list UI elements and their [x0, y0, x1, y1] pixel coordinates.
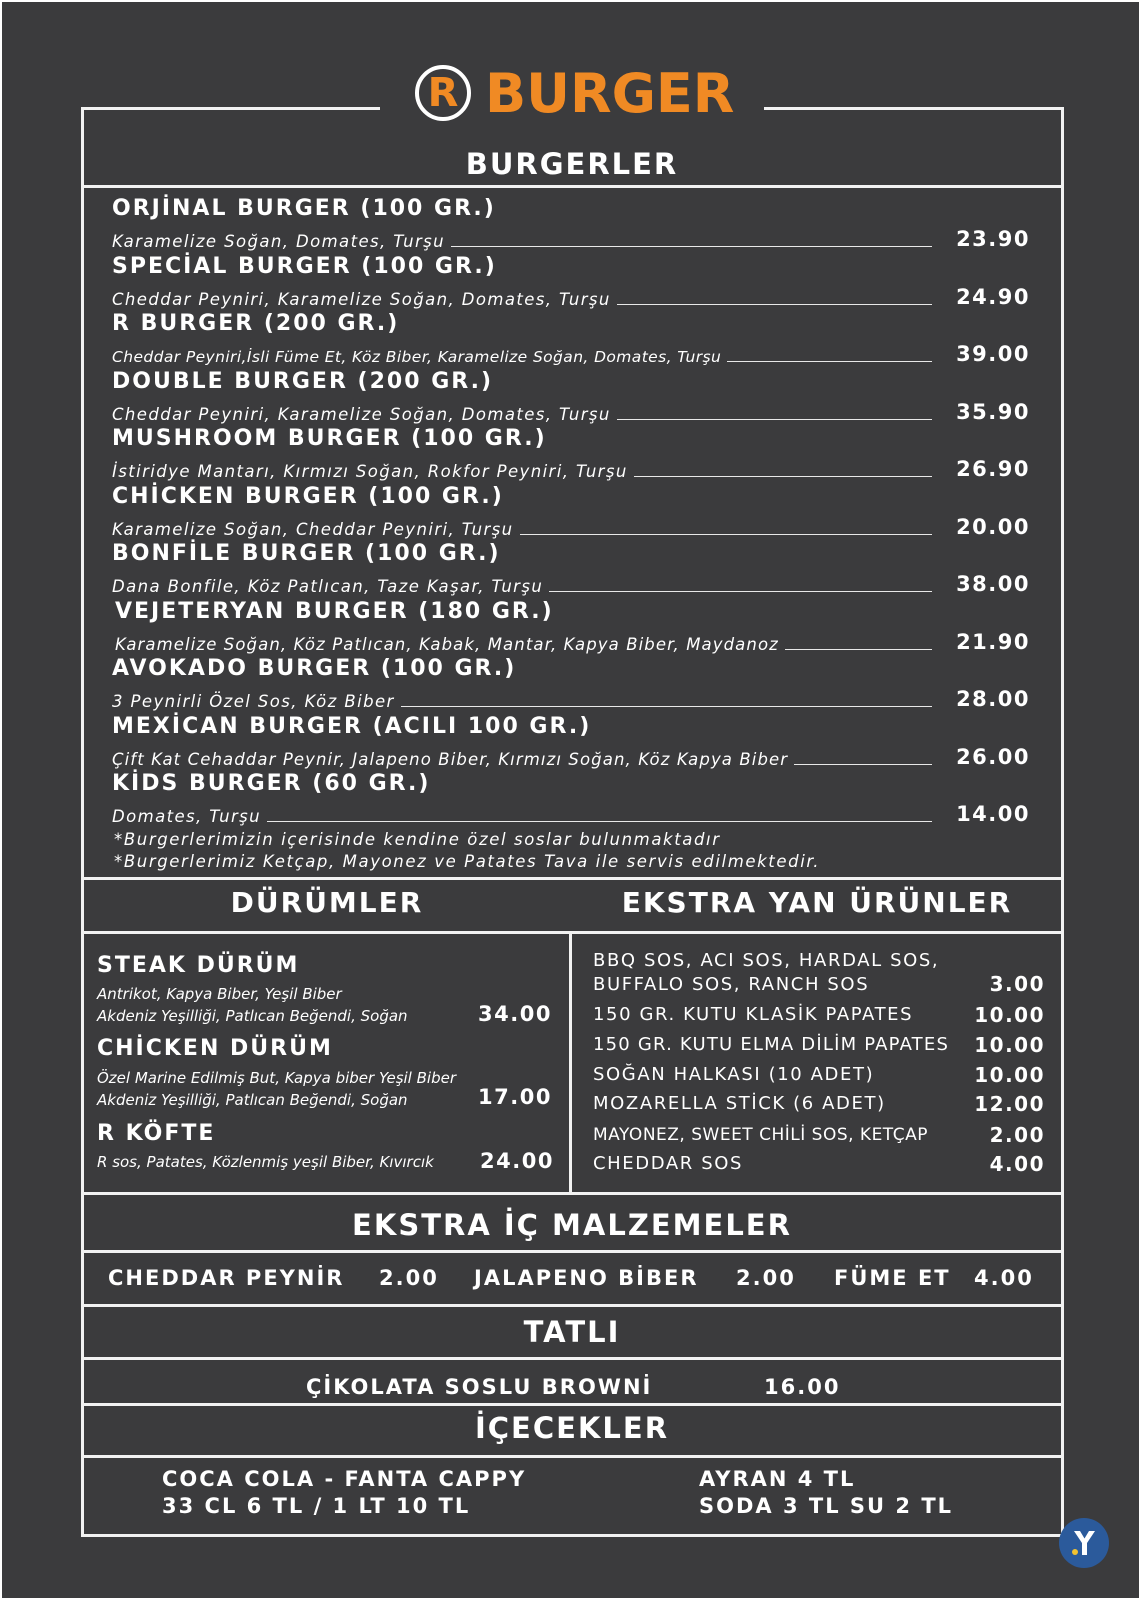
durum-name: R KÖFTE — [97, 1121, 216, 1146]
logo-r-icon: R — [415, 65, 471, 121]
burger-desc: Domates, Turşu — [112, 807, 262, 826]
extra-item: MOZARELLA STİCK (6 ADET) — [593, 1093, 886, 1114]
extra-price: 2.00 — [989, 1123, 1045, 1147]
burger-name: KİDS BURGER (60 GR.) — [112, 771, 431, 796]
leader-line — [794, 764, 932, 765]
durum-desc: Akdeniz Yeşilliği, Patlıcan Beğendi, Soğan — [97, 1007, 408, 1025]
leader-line — [617, 304, 932, 305]
divider — [84, 877, 1061, 880]
burger-note: *Burgerlerimiz Ketçap, Mayonez ve Patates Tava ile servis edilmektedir. — [114, 852, 821, 871]
burger-name: CHİCKEN BURGER (100 GR.) — [112, 483, 504, 509]
burger-item — [112, 311, 1030, 369]
burger-price: 23.90 — [956, 227, 1030, 251]
drink-line: AYRAN 4 TL — [699, 1467, 856, 1491]
frame-right — [1061, 107, 1064, 1537]
divider — [84, 1250, 1061, 1253]
leader-line — [520, 534, 933, 535]
brand-logo — [415, 58, 734, 128]
burger-desc: Karamelize Soğan, Cheddar Peyniri, Turşu — [112, 519, 514, 539]
extra-price: 10.00 — [974, 1033, 1045, 1057]
burger-item — [112, 196, 1030, 254]
burger-desc: Karamelize Soğan, Köz Patlıcan, Kabak, Mantar, Kapya Biber, Maydanoz — [115, 634, 779, 654]
durum-price: 17.00 — [478, 1085, 552, 1109]
leader-line — [617, 419, 932, 420]
extra-price: 10.00 — [974, 1003, 1045, 1027]
burger-item — [112, 656, 1030, 714]
burger-item — [112, 484, 1030, 542]
burger-price: 39.00 — [956, 342, 1030, 366]
extra-item: CHEDDAR SOS — [593, 1153, 744, 1174]
extra-item: 150 GR. KUTU ELMA DİLİM PAPATES — [593, 1034, 950, 1055]
divider — [84, 1455, 1061, 1458]
corner-logo-icon-graphic — [1066, 1525, 1102, 1561]
extra-item: SOĞAN HALKASI (10 ADET) — [593, 1064, 875, 1085]
frame-left — [81, 107, 84, 1537]
burger-desc: İstiridye Mantarı, Kırmızı Soğan, Rokfor Peyniri, Turşu — [112, 462, 628, 481]
divider — [84, 931, 1061, 934]
burger-desc: Cheddar Peyniri,İsli Füme Et, Köz Biber, Karamelize Soğan, Domates, Turşu — [112, 348, 722, 366]
burger-price: 28.00 — [956, 687, 1030, 711]
burger-price: 26.90 — [956, 457, 1030, 481]
extra-price: 12.00 — [974, 1092, 1045, 1116]
burger-desc: Dana Bonfile, Köz Patlıcan, Taze Kaşar, Turşu — [112, 577, 544, 596]
divider — [84, 1357, 1061, 1360]
durum-price: 34.00 — [478, 1002, 552, 1026]
dessert-title: TATLI — [523, 1315, 621, 1349]
drink-line: COCA COLA - FANTA CAPPY — [162, 1467, 527, 1491]
dessert-name: ÇİKOLATA SOSLU BROWNİ — [306, 1375, 653, 1399]
burger-price: 14.00 — [956, 802, 1030, 826]
burger-item — [112, 599, 1030, 657]
ingredient-price: 4.00 — [974, 1266, 1034, 1290]
burger-item — [112, 426, 1030, 484]
burger-item — [112, 714, 1030, 772]
burger-price: 35.90 — [956, 399, 1030, 424]
ingredient-name: FÜME ET — [834, 1266, 951, 1290]
burger-price: 24.90 — [956, 284, 1030, 309]
burger-name: MEXİCAN BURGER (ACILI 100 GR.) — [112, 713, 592, 739]
burgers-title-underline — [84, 185, 1061, 188]
burger-desc: 3 Peynirli Özel Sos, Köz Biber — [112, 692, 395, 711]
ingredient-price: 2.00 — [736, 1266, 796, 1290]
durum-desc: Özel Marine Edilmiş But, Kapya biber Yeşil Biber — [97, 1069, 456, 1087]
ingredients-title: EKSTRA İÇ MALZEMELER — [352, 1208, 792, 1242]
durum-price: 24.00 — [480, 1149, 554, 1173]
durum-title: DÜRÜMLER — [230, 886, 424, 919]
durum-name: CHİCKEN DÜRÜM — [97, 1036, 333, 1061]
burger-price: 26.00 — [956, 744, 1030, 769]
burger-name: BONFİLE BURGER (100 GR.) — [112, 541, 501, 566]
leader-line — [401, 706, 932, 707]
ingredient-name: CHEDDAR PEYNİR — [108, 1266, 345, 1290]
leader-line — [727, 361, 932, 362]
extra-item: 150 GR. KUTU KLASİK PAPATES — [593, 1004, 914, 1025]
burger-desc: Karamelize Soğan, Domates, Turşu — [112, 232, 445, 251]
leader-line — [785, 649, 932, 650]
corner-logo-icon — [1059, 1518, 1109, 1568]
burger-name: DOUBLE BURGER (200 GR.) — [112, 368, 494, 394]
burger-item — [112, 369, 1030, 427]
burgers-title: BURGERLER — [465, 147, 679, 181]
burger-item — [112, 254, 1030, 312]
leader-line — [451, 246, 932, 247]
durum-desc: Akdeniz Yeşilliği, Patlıcan Beğendi, Soğan — [97, 1091, 408, 1109]
logo-name: BURGER — [485, 61, 735, 125]
burger-list — [112, 196, 1030, 829]
burger-price: 20.00 — [956, 514, 1030, 539]
burger-name: SPECİAL BURGER (100 GR.) — [112, 253, 497, 279]
burger-name: VEJETERYAN BURGER (180 GR.) — [115, 598, 554, 624]
leader-line — [267, 821, 932, 822]
dessert-price: 16.00 — [764, 1375, 841, 1399]
burger-desc: Çift Kat Cehaddar Peynir, Jalapeno Biber, Kırmızı Soğan, Köz Kapya Biber — [112, 749, 789, 769]
extras-title: EKSTRA YAN ÜRÜNLER — [621, 886, 1013, 919]
drink-line: SODA 3 TL SU 2 TL — [699, 1494, 954, 1518]
divider — [84, 1192, 1061, 1195]
extra-price: 10.00 — [974, 1063, 1045, 1087]
burger-desc: Cheddar Peyniri, Karamelize Soğan, Domates, Turşu — [112, 404, 611, 424]
extra-item: BBQ SOS, ACI SOS, HARDAL SOS, — [593, 950, 940, 971]
burger-name: ORJİNAL BURGER (100 GR.) — [112, 196, 496, 221]
extra-price: 3.00 — [989, 972, 1045, 996]
frame-top-right — [764, 107, 1064, 110]
ingredient-name: JALAPENO BİBER — [474, 1266, 699, 1290]
frame-top-left — [81, 107, 380, 110]
burger-price: 38.00 — [956, 572, 1030, 596]
burger-name: AVOKADO BURGER (100 GR.) — [112, 656, 517, 681]
extra-item: MAYONEZ, SWEET CHİLİ SOS, KETÇAP — [593, 1125, 928, 1145]
burger-item — [112, 771, 1030, 829]
drinks-title: İÇECEKLER — [474, 1411, 670, 1445]
extra-price: 4.00 — [989, 1152, 1045, 1176]
durum-name: STEAK DÜRÜM — [97, 953, 300, 978]
durum-desc: Antrikot, Kapya Biber, Yeşil Biber — [97, 985, 342, 1003]
durum-desc: R sos, Patates, Közlenmiş yeşil Biber, Kıvırcık — [97, 1153, 434, 1171]
drink-line: 33 CL 6 TL / 1 LT 10 TL — [162, 1494, 471, 1518]
extra-item: BUFFALO SOS, RANCH SOS — [593, 974, 870, 995]
leader-line — [634, 476, 932, 477]
leader-line — [549, 591, 932, 592]
burger-note: *Burgerlerimizin içerisinde kendine özel soslar bulunmaktadır — [114, 830, 721, 849]
divider — [84, 1403, 1061, 1406]
column-divider — [569, 931, 572, 1193]
divider — [84, 1304, 1061, 1307]
burger-desc: Cheddar Peyniri, Karamelize Soğan, Domates, Turşu — [112, 289, 611, 309]
burger-name: R BURGER (200 GR.) — [112, 311, 400, 336]
frame-bottom — [81, 1534, 1064, 1537]
burger-item — [112, 541, 1030, 599]
menu-board — [2, 2, 1139, 1598]
burger-price: 21.90 — [956, 629, 1030, 654]
burger-name: MUSHROOM BURGER (100 GR.) — [112, 426, 547, 451]
ingredient-price: 2.00 — [379, 1266, 439, 1290]
